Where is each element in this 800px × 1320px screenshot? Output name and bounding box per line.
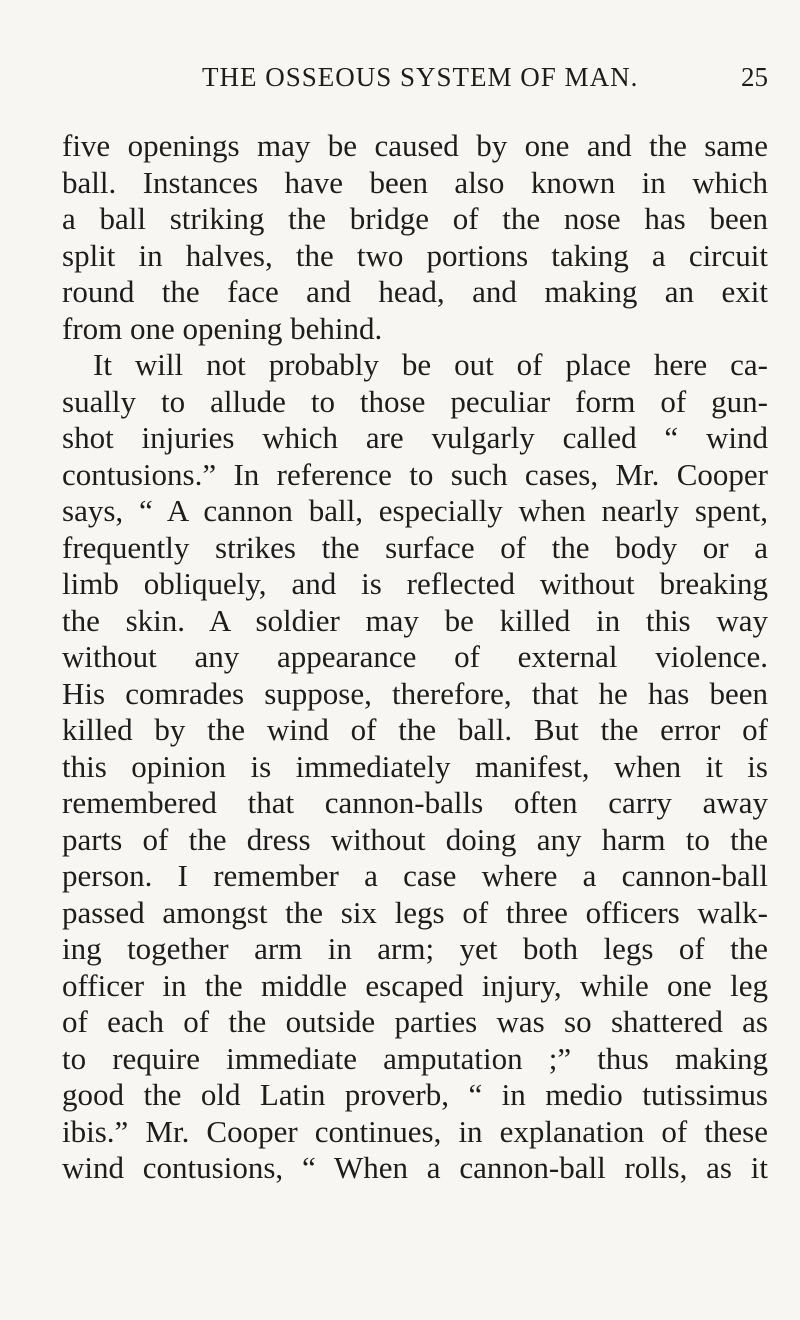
text-line: remembered that cannon-balls often carry away — [62, 785, 768, 820]
text-line: killed by the wind of the ball. But the error of — [62, 712, 768, 747]
text-line: His comrades suppose, therefore, that he has been — [62, 675, 768, 711]
text-line: a ball striking the bridge of the nose has been — [62, 201, 768, 236]
text-line: from one opening behind. — [62, 310, 383, 346]
text-line: round the face and head, and making an exit — [62, 274, 768, 309]
text-line: ing together arm in arm; yet both legs of the — [62, 931, 768, 966]
page-number: 25 — [741, 62, 768, 92]
text-line: person. I remember a case where a cannon-ball — [62, 858, 768, 893]
text-line: passed amongst the six legs of three officers walk- — [62, 894, 768, 930]
text-line: parts of the dress without doing any harm to the — [62, 821, 768, 857]
text-line: this opinion is immediately manifest, when it is — [62, 748, 768, 784]
text-line: the skin. A soldier may be killed in this way — [62, 602, 768, 638]
text-line: split in halves, the two portions taking a circuit — [62, 237, 768, 273]
text-line: five openings may be caused by one and the same — [62, 128, 768, 163]
running-title: THE OSSEOUS SYSTEM OF MAN. — [202, 62, 639, 92]
text-line: It will not probably be out of place here ca- — [93, 347, 768, 382]
text-line: limb obliquely, and is reflected without breaking — [62, 566, 768, 601]
text-line: ibis.” Mr. Cooper continues, in explanation of these — [62, 1113, 768, 1149]
text-line: of each of the outside parties was so shattered as — [62, 1004, 768, 1039]
text-line: frequently strikes the surface of the body or a — [62, 529, 768, 565]
body-text — [62, 128, 768, 1187]
text-line: sually to allude to those peculiar form of gun- — [62, 383, 768, 419]
text-line: contusions.” In reference to such cases, Mr. Cooper — [62, 456, 768, 492]
text-line: without any appearance of external violence. — [62, 639, 768, 674]
text-line: says, “ A cannon ball, especially when nearly spent, — [62, 493, 768, 528]
text-line: good the old Latin proverb, “ in medio tutissimus — [62, 1077, 768, 1112]
text-line: officer in the middle escaped injury, while one leg — [62, 967, 768, 1003]
text-line: wind contusions, “ When a cannon-ball rolls, as it — [62, 1150, 768, 1185]
text-line: shot injuries which are vulgarly called “ wind — [62, 420, 768, 455]
text-line: to require immediate amputation ;” thus making — [62, 1040, 768, 1076]
running-head — [62, 62, 768, 102]
text-line: ball. Instances have been also known in which — [62, 164, 768, 200]
